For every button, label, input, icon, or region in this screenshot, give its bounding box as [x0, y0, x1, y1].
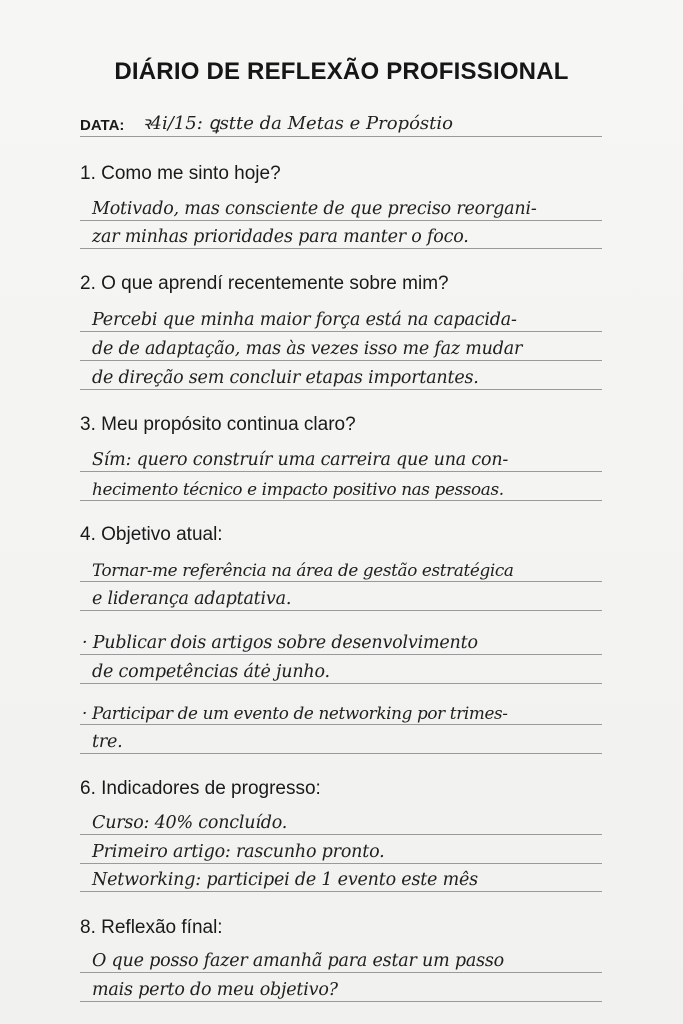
handwritten-text: zar minhas prioridades para manter o foco. [92, 227, 469, 247]
section-2-line-2 [80, 332, 602, 361]
section-6-heading: 6. Indicadores de progresso: [80, 778, 321, 799]
date-label: DATA: [80, 117, 125, 134]
section-1-line-1 [80, 192, 602, 221]
section-6-line-1 [80, 806, 602, 835]
handwritten-text: hecimento técnico e impacto positivo nas pessoas. [92, 479, 504, 499]
section-2-heading: 2. O que aprendí recentemente sobre mim? [80, 273, 449, 294]
date-value: ꝛ4i/15: ꝗstte da Metas e Propóstio [142, 113, 453, 134]
date-row [80, 110, 602, 137]
handwritten-text: Curso: 40% concluído. [92, 813, 288, 833]
section-4-heading: 4. Objetivo atual: [80, 524, 223, 545]
section-2-line-3 [80, 361, 602, 390]
section-3-line-2 [80, 472, 602, 501]
handwritten-text: · Publicar dois artigos sobre desenvolvimento [82, 633, 478, 653]
section-8-line-1 [80, 944, 602, 973]
handwritten-text: O que posso fazer amanhã para estar um passo [92, 951, 505, 971]
handwritten-text: Motivado, mas consciente de que preciso reorgani- [92, 199, 537, 219]
section-1-line-2 [80, 220, 602, 249]
handwritten-text: · Participar de um evento de networking por trimes- [82, 703, 508, 723]
section-4-line-4 [80, 655, 602, 684]
handwritten-text: tre. [92, 732, 123, 752]
section-3-line-1 [80, 443, 602, 472]
handwritten-text: Primeiro artigo: rascunho pronto. [92, 842, 385, 862]
section-1-heading: 1. Como me sinto hoje? [80, 163, 281, 184]
handwritten-text: de direção sem concluir etapas importantes. [92, 368, 479, 388]
handwritten-text: Percebi que minha maior força está na capacida- [92, 310, 517, 330]
section-2-line-1 [80, 303, 602, 332]
handwritten-text: de competências átė junho. [92, 662, 330, 682]
section-4-line-1 [80, 553, 602, 582]
handwritten-text: Tornar-me referência na área de gestão estratégica [92, 560, 514, 580]
section-8-heading: 8. Reflexão fínal: [80, 917, 223, 938]
section-4-line-6 [80, 725, 602, 754]
handwritten-text: mais perto do meu objetivo? [92, 980, 338, 1000]
section-3-heading: 3. Meu propósito continua claro? [80, 414, 356, 435]
handwritten-text: Networking: participei de 1 evento este mês [92, 870, 478, 890]
handwritten-text: de de adaptação, mas às vezes isso me faz mudar [92, 339, 523, 359]
handwritten-text: e liderança adaptativa. [92, 589, 292, 609]
section-4-line-3 [80, 626, 602, 655]
section-8-line-2 [80, 973, 602, 1002]
section-4-line-5 [80, 696, 602, 725]
page-title: DIÁRIO DE REFLEXÃO PROFISSIONAL [114, 58, 569, 85]
handwritten-text: Sím: quero construír uma carreira que una con- [92, 450, 509, 470]
section-6-line-3 [80, 863, 602, 892]
section-4-line-2 [80, 582, 602, 611]
section-6-line-2 [80, 835, 602, 864]
